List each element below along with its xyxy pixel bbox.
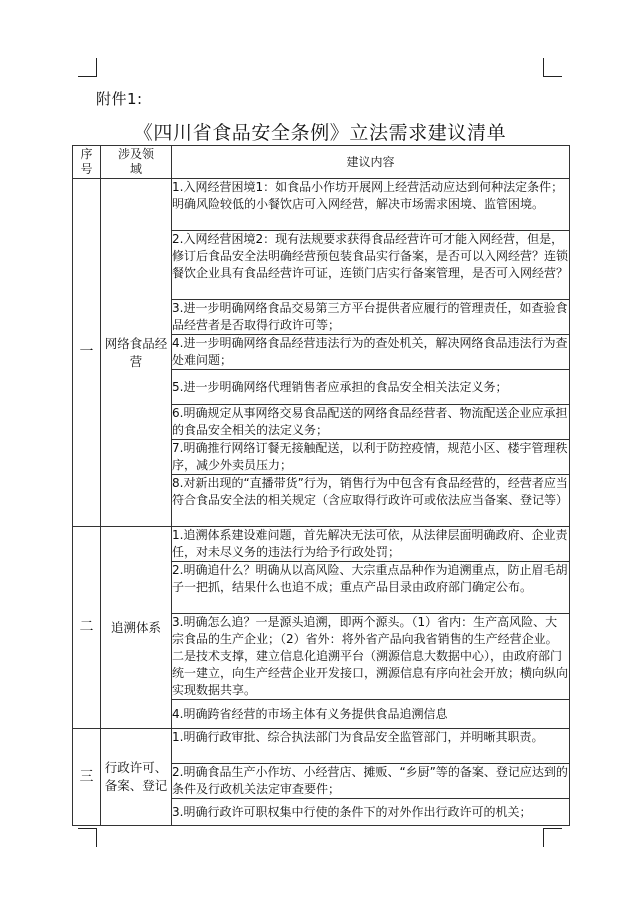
section-number: 三 <box>73 729 101 826</box>
suggestion-item: 5.进一步明确网络代理销售者应承担的食品安全相关法定义务； <box>172 370 570 405</box>
header-area: 涉及领域 <box>101 146 172 179</box>
crop-mark-bottom-left <box>78 828 97 847</box>
attachment-label: 附件1: <box>96 90 143 108</box>
table-row <box>73 527 570 562</box>
suggestion-item: 4.进一步明确网络食品经营违法行为的查处机关，解决网络食品违法行为查处难问题； <box>172 335 570 370</box>
suggestion-item: 1.明确行政审批、综合执法部门为食品安全监管部门，并明晰其职责。 <box>172 729 570 764</box>
table-header-row <box>73 146 570 179</box>
suggestion-item: 8.对新出现的“直播带货”行为，销售行为中包含有食品经营的，经营者应当符合食品安全法的相关规定（含应取得行政许可或依法应当备案、登记等） <box>172 475 570 527</box>
suggestion-item: 2.明确追什么？明确从以高风险、大宗重点品种作为追溯重点，防止眉毛胡子一把抓，结果什么也追不成；重点产品目录由政府部门确定公布。 <box>172 562 570 614</box>
suggestion-item: 1.入网经营困境1：如食品小作坊开展网上经营活动应达到何种法定条件；明确风险较低的小餐饮店可入网经营，解决市场需求困境、监管困境。 <box>172 179 570 231</box>
suggestion-item: 3.明确行政许可职权集中行使的条件下的对外作出行政许可的机关； <box>172 799 570 826</box>
document-title: 《四川省食品安全条例》立法需求建议清单 <box>133 122 507 144</box>
crop-mark-top-right <box>543 58 562 77</box>
crop-mark-top-left <box>78 58 97 77</box>
table-row <box>73 729 570 764</box>
header-seq: 序号 <box>73 146 101 179</box>
section-area: 追溯体系 <box>101 527 172 729</box>
suggestion-item: 2.明确食品生产小作坊、小经营店、摊贩、“乡厨”等的备案、登记应达到的条件及行政机关法定审查要件； <box>172 764 570 799</box>
section-area: 行政许可、备案、登记 <box>101 729 172 826</box>
section-number: 二 <box>73 527 101 729</box>
section-number: 一 <box>73 179 101 527</box>
suggestion-item: 4.明确跨省经营的市场主体有义务提供食品追溯信息 <box>172 700 570 729</box>
section-area: 网络食品经营 <box>101 179 172 527</box>
header-content: 建议内容 <box>172 146 570 179</box>
suggestion-item: 2.入网经营困境2：现有法规要求获得食品经营许可才能入网经营，但是，修订后食品安全法明确经营预包装食品实行备案，是否可以入网经营？连锁餐饮企业具有食品经营许可证，连锁门店实行备案管理，是否可入网经营？ <box>172 231 570 300</box>
suggestion-item: 1.追溯体系建设难问题，首先解决无法可依，从法律层面明确政府、企业责任，对未尽义务的违法行为给予行政处罚； <box>172 527 570 562</box>
table-row <box>73 179 570 231</box>
requirements-table <box>72 145 570 826</box>
crop-mark-bottom-right <box>543 828 562 847</box>
suggestion-item: 3.明确怎么追？一是源头追溯，即两个源头。（1）省内：生产高风险、大宗食品的生产企业；（2）省外：将外省产品向我省销售的生产经营企业。二是技术支撑，建立信息化追溯平台（溯源信息大数据中心），由政府部门统一建立，向生产经营企业开发接口，溯源信息有序向社会开放；横向纵向实现数据共享。 <box>172 614 570 700</box>
suggestion-item: 3.进一步明确网络食品交易第三方平台提供者应履行的管理责任，如查验食品经营者是否取得行政许可等； <box>172 300 570 335</box>
suggestion-item: 6.明确规定从事网络交易食品配送的网络食品经营者、物流配送企业应承担的食品安全相关的法定义务； <box>172 405 570 440</box>
suggestion-item: 7.明确推行网络订餐无接触配送，以利于防控疫情，规范小区、楼宇管理秩序，减少外卖员压力； <box>172 440 570 475</box>
